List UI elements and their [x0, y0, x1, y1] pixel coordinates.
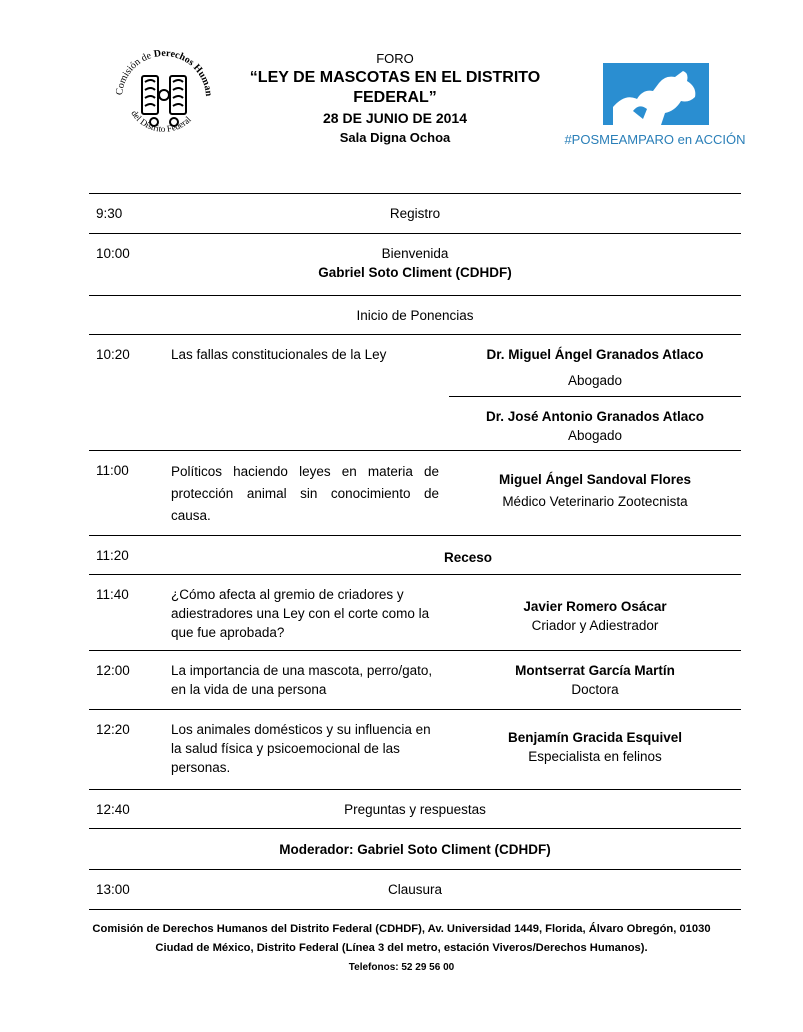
- footer-address-line2: Ciudad de México, Distrito Federal (Línea 3 del metro, estación Viveros/Derechos Humanos).: [155, 942, 648, 954]
- speaker-name: Dr. Miguel Ángel Granados Atlaco: [486, 347, 704, 362]
- agenda-row-1100: [89, 451, 741, 536]
- speaker-name: Miguel Ángel Sandoval Flores: [498, 472, 692, 487]
- footer-address-line1: Comisión de Derechos Humanos del Distrito Federal (CDHDF), Av. Universidad 1449, Florida, Álvaro Obregón, 01030: [92, 923, 711, 935]
- speaker-subcell: [449, 396, 741, 451]
- speaker-cell: [449, 345, 741, 390]
- time-cell: 10:00: [96, 246, 130, 261]
- agenda-row-clausura: [89, 870, 741, 910]
- topic-cell: ¿Cómo afecta al gremio de criadores y adiestradores una Ley con el corte como la que fue aprobada?: [171, 587, 430, 640]
- activity-label: Bienvenida: [381, 246, 449, 261]
- agenda-row-inicio: [89, 296, 741, 335]
- speaker-name: Dr. José Antonio Granados Atlaco: [485, 409, 705, 424]
- speaker-role: Doctora: [571, 682, 619, 697]
- topic-cell: Los animales domésticos y su influencia en la salud física y psicoemocional de las personas.: [171, 722, 431, 775]
- speaker-role: Abogado: [567, 428, 623, 443]
- moderator-cell: Moderador: Gabriel Soto Climent (CDHDF): [279, 842, 551, 857]
- agenda-row-1200: [89, 651, 741, 710]
- hashtag-label: #POSMEAMPARO en ACCIÓN: [564, 132, 746, 147]
- agenda-row-preguntas: [89, 790, 741, 829]
- speaker-role: Criador y Adiestrador: [531, 618, 659, 633]
- time-cell: 12:20: [96, 722, 130, 737]
- speaker-role: Especialista en felinos: [528, 749, 662, 764]
- speaker-role: Médico Veterinario Zootecnista: [502, 494, 688, 509]
- time-cell: 9:30: [96, 206, 123, 221]
- page-header: [0, 0, 803, 180]
- activity-cell: Receso: [443, 550, 493, 565]
- posmeamparo-logo: [603, 63, 709, 125]
- agenda-row-1220: [89, 710, 741, 790]
- svg-text:Comisión de: [108, 40, 214, 97]
- speaker-cell: [449, 469, 741, 513]
- event-date: 28 DE JUNIO DE 2014: [323, 110, 467, 126]
- agenda-table: [89, 193, 741, 910]
- topic-cell: Las fallas constitucionales de la Ley: [171, 347, 387, 362]
- speaker-cell: [449, 728, 741, 766]
- agenda-row-1020: [89, 335, 741, 451]
- event-title-line2: FEDERAL”: [353, 89, 437, 106]
- logo-brand-text: Derechos Human: [153, 47, 215, 97]
- speaker-name: Javier Romero Osácar: [523, 599, 667, 614]
- footer-phone: Telefonos: 52 29 56 00: [348, 962, 455, 973]
- time-cell: 12:00: [96, 663, 130, 678]
- agenda-row-bienvenida: [89, 234, 741, 296]
- speaker-cell: [449, 597, 741, 635]
- activity-cell: Registro: [389, 206, 441, 221]
- activity-cell: Clausura: [387, 882, 443, 897]
- time-cell: 11:00: [96, 463, 129, 478]
- cdhdf-logo: [108, 40, 220, 152]
- time-cell: 10:20: [96, 347, 130, 362]
- topic-cell: Políticos haciendo leyes en materia de protección animal sin conocimiento de causa.: [171, 464, 439, 523]
- time-cell: 11:40: [96, 587, 129, 602]
- event-venue: Sala Digna Ochoa: [339, 130, 451, 145]
- time-cell: 13:00: [96, 882, 130, 897]
- codex-glyph-icon: [142, 76, 186, 126]
- event-title-block: [240, 50, 550, 148]
- activity-cell: [89, 244, 741, 282]
- time-cell: 12:40: [96, 802, 130, 817]
- svg-text:del Distrito Federal: [129, 108, 193, 133]
- event-title-line1: “LEY DE MASCOTAS EN EL DISTRITO: [249, 69, 541, 86]
- agenda-row-registro: [89, 194, 741, 234]
- agenda-row-receso: [89, 536, 741, 575]
- welcome-speaker: Gabriel Soto Climent (CDHDF): [318, 265, 512, 280]
- topic-cell: La importancia de una mascota, perro/gato, en la vida de una persona: [171, 663, 433, 697]
- page-footer: [0, 920, 803, 977]
- logo-top-arc-text: Comisión de: [114, 50, 153, 96]
- speaker-name: Benjamín Gracida Esquivel: [507, 730, 683, 745]
- activity-cell: Inicio de Ponencias: [356, 308, 474, 323]
- activity-cell: Preguntas y respuestas: [344, 802, 486, 817]
- forum-label: FORO: [376, 51, 414, 66]
- agenda-row-1140: [89, 575, 741, 651]
- logo-bottom-arc-text: del Distrito Federal: [129, 108, 193, 134]
- speaker-role: Abogado: [567, 373, 623, 388]
- time-cell: 11:20: [96, 548, 129, 563]
- speaker-name: Montserrat García Martín: [515, 663, 675, 678]
- agenda-row-moderador: [89, 829, 741, 870]
- speaker-cell: [449, 661, 741, 699]
